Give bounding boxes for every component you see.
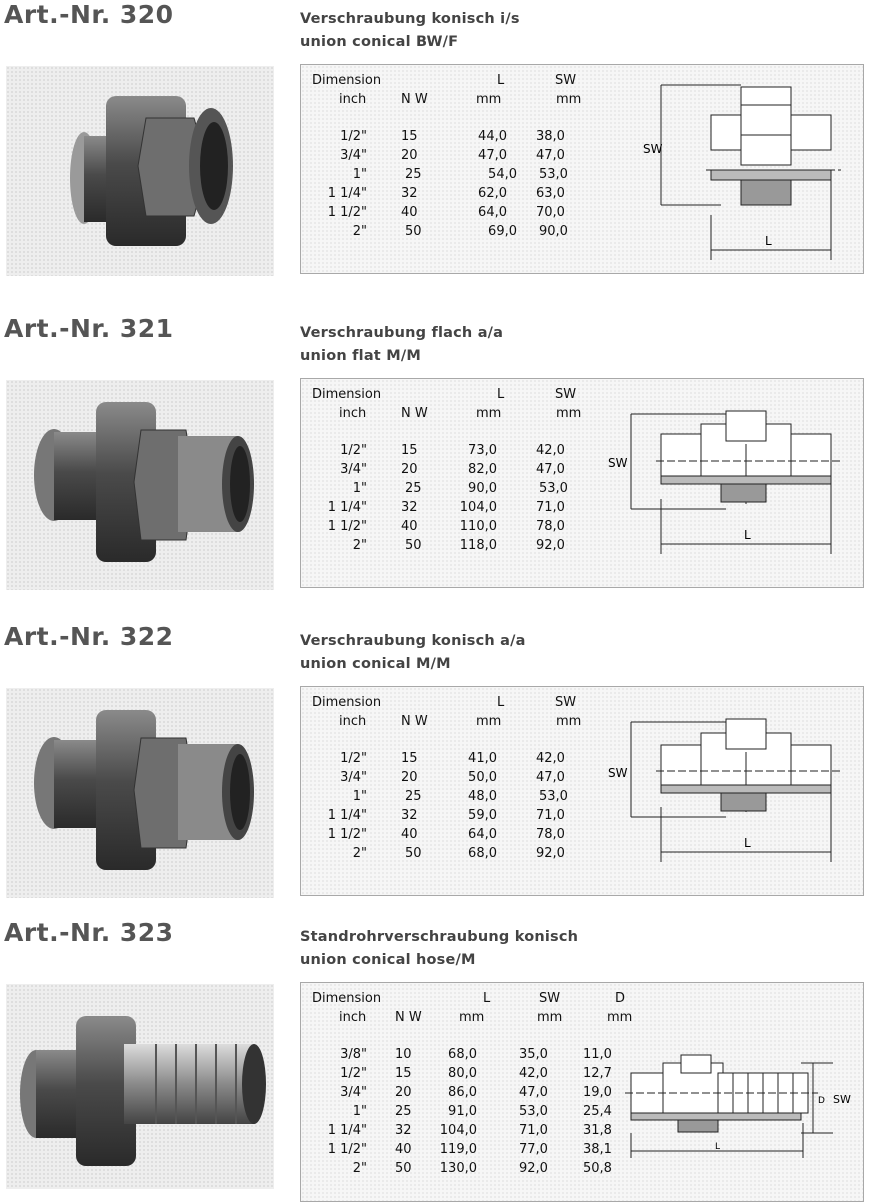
cell-nw: 50 bbox=[405, 846, 422, 861]
cell-d: 31,8 bbox=[583, 1123, 612, 1138]
header-l: L bbox=[483, 991, 491, 1006]
cell-nw: 25 bbox=[395, 1104, 412, 1119]
cell-d: 25,4 bbox=[583, 1104, 612, 1119]
header-dimension: Dimension bbox=[312, 695, 382, 710]
cell-inch: 1/2" bbox=[340, 443, 367, 458]
header-nw: N W bbox=[401, 406, 428, 421]
cell-d: 38,1 bbox=[583, 1142, 612, 1157]
cell-nw: 40 bbox=[395, 1142, 412, 1157]
spec-panel bbox=[300, 64, 864, 274]
article-number: Art.-Nr. 322 bbox=[4, 622, 174, 651]
header-d: D bbox=[615, 991, 626, 1006]
header-nw: N W bbox=[395, 1010, 422, 1025]
cell-l: 80,0 bbox=[448, 1066, 477, 1081]
cell-inch: 3/8" bbox=[340, 1047, 367, 1062]
header-sw: SW bbox=[555, 387, 577, 402]
cell-nw: 32 bbox=[401, 186, 418, 201]
cell-sw: 42,0 bbox=[519, 1066, 548, 1081]
header-sw-unit: mm bbox=[537, 1010, 563, 1025]
cell-nw: 50 bbox=[395, 1161, 412, 1176]
cell-inch: 3/4" bbox=[340, 148, 367, 163]
header-sw: SW bbox=[555, 695, 577, 710]
cell-sw: 78,0 bbox=[536, 519, 565, 534]
cell-l: 50,0 bbox=[468, 770, 497, 785]
cell-sw: 53,0 bbox=[539, 481, 568, 496]
spec-panel bbox=[300, 378, 864, 588]
label-l: L bbox=[715, 1142, 721, 1152]
cell-l: 118,0 bbox=[459, 538, 497, 553]
cell-l: 54,0 bbox=[488, 167, 517, 182]
cell-nw: 20 bbox=[401, 770, 418, 785]
cell-sw: 47,0 bbox=[536, 770, 565, 785]
cell-inch: 3/4" bbox=[340, 1085, 367, 1100]
cell-nw: 15 bbox=[401, 443, 418, 458]
spec-panel bbox=[300, 686, 864, 896]
header-sw-unit: mm bbox=[556, 92, 582, 107]
cell-l: 64,0 bbox=[468, 827, 497, 842]
product-photo bbox=[6, 380, 274, 590]
header-l: L bbox=[497, 387, 505, 402]
cell-nw: 15 bbox=[395, 1066, 412, 1081]
title-en: union conical hose/M bbox=[300, 952, 476, 968]
cell-l: 110,0 bbox=[459, 519, 497, 534]
cell-sw: 47,0 bbox=[536, 462, 565, 477]
technical-drawing bbox=[606, 707, 856, 877]
cell-d: 50,8 bbox=[583, 1161, 612, 1176]
cell-nw: 20 bbox=[395, 1085, 412, 1100]
cell-inch: 1/2" bbox=[340, 1066, 367, 1081]
cell-nw: 32 bbox=[401, 808, 418, 823]
cell-inch: 1 1/2" bbox=[327, 519, 367, 534]
header-nw: N W bbox=[401, 92, 428, 107]
fitting-photo-image bbox=[6, 66, 274, 276]
cell-sw: 71,0 bbox=[536, 500, 565, 515]
cell-sw: 35,0 bbox=[519, 1047, 548, 1062]
cell-l: 47,0 bbox=[478, 148, 507, 163]
cell-sw: 92,0 bbox=[519, 1161, 548, 1176]
product-photo bbox=[6, 688, 274, 898]
cell-inch: 3/4" bbox=[340, 770, 367, 785]
section-art-321 bbox=[0, 314, 870, 614]
fitting-photo-image bbox=[6, 984, 274, 1189]
cell-sw: 42,0 bbox=[536, 443, 565, 458]
label-l: L bbox=[744, 836, 751, 850]
cell-l: 130,0 bbox=[439, 1161, 477, 1176]
cell-l: 59,0 bbox=[468, 808, 497, 823]
cell-inch: 1/2" bbox=[340, 129, 367, 144]
label-d: D bbox=[818, 1096, 825, 1106]
cell-inch: 2" bbox=[352, 1161, 367, 1176]
article-number: Art.-Nr. 320 bbox=[4, 0, 174, 29]
cell-nw: 15 bbox=[401, 129, 418, 144]
product-titles bbox=[300, 322, 503, 368]
cell-sw: 71,0 bbox=[519, 1123, 548, 1138]
cell-inch: 1" bbox=[352, 789, 367, 804]
header-l-unit: mm bbox=[476, 406, 502, 421]
cell-inch: 2" bbox=[352, 846, 367, 861]
cell-sw: 70,0 bbox=[536, 205, 565, 220]
header-l-unit: mm bbox=[459, 1010, 485, 1025]
cell-sw: 47,0 bbox=[519, 1085, 548, 1100]
cell-inch: 1/2" bbox=[340, 751, 367, 766]
title-en: union conical BW/F bbox=[300, 34, 459, 50]
cell-sw: 92,0 bbox=[536, 846, 565, 861]
cell-l: 82,0 bbox=[468, 462, 497, 477]
cell-d: 11,0 bbox=[583, 1047, 612, 1062]
header-l: L bbox=[497, 695, 505, 710]
cell-l: 73,0 bbox=[468, 443, 497, 458]
cell-inch: 2" bbox=[352, 224, 367, 239]
cell-l: 48,0 bbox=[468, 789, 497, 804]
label-sw: SW bbox=[608, 766, 628, 780]
title-de: Verschraubung flach a/a bbox=[300, 325, 504, 341]
cell-l: 41,0 bbox=[468, 751, 497, 766]
cell-l: 64,0 bbox=[478, 205, 507, 220]
cell-l: 68,0 bbox=[448, 1047, 477, 1062]
header-inch: inch bbox=[339, 714, 367, 729]
product-titles bbox=[300, 630, 526, 676]
cell-nw: 40 bbox=[401, 205, 418, 220]
cell-l: 90,0 bbox=[468, 481, 497, 496]
cell-nw: 40 bbox=[401, 519, 418, 534]
cell-inch: 1 1/2" bbox=[327, 205, 367, 220]
header-l-unit: mm bbox=[476, 92, 502, 107]
technical-drawing bbox=[641, 75, 851, 265]
cell-sw: 78,0 bbox=[536, 827, 565, 842]
cell-sw: 42,0 bbox=[536, 751, 565, 766]
product-titles bbox=[300, 926, 578, 972]
product-photo bbox=[6, 984, 274, 1189]
cell-l: 119,0 bbox=[439, 1142, 477, 1157]
cell-l: 62,0 bbox=[478, 186, 507, 201]
header-nw: N W bbox=[401, 714, 428, 729]
cell-nw: 15 bbox=[401, 751, 418, 766]
cell-sw: 77,0 bbox=[519, 1142, 548, 1157]
cell-inch: 3/4" bbox=[340, 462, 367, 477]
product-photo bbox=[6, 66, 274, 276]
cell-inch: 1" bbox=[352, 1104, 367, 1119]
section-art-323 bbox=[0, 918, 870, 1198]
title-en: union flat M/M bbox=[300, 348, 421, 364]
section-art-320 bbox=[0, 0, 870, 300]
cell-inch: 1" bbox=[352, 167, 367, 182]
header-dimension: Dimension bbox=[312, 991, 382, 1006]
cell-sw: 90,0 bbox=[539, 224, 568, 239]
cell-nw: 10 bbox=[395, 1047, 412, 1062]
cell-inch: 2" bbox=[352, 538, 367, 553]
cell-l: 104,0 bbox=[439, 1123, 477, 1138]
cell-sw: 63,0 bbox=[536, 186, 565, 201]
header-sw: SW bbox=[555, 73, 577, 88]
title-de: Verschraubung konisch a/a bbox=[300, 633, 526, 649]
cell-sw: 53,0 bbox=[519, 1104, 548, 1119]
header-inch: inch bbox=[339, 1010, 367, 1025]
cell-l: 91,0 bbox=[448, 1104, 477, 1119]
cell-sw: 92,0 bbox=[536, 538, 565, 553]
technical-drawing bbox=[606, 399, 856, 569]
cell-inch: 1 1/4" bbox=[327, 186, 367, 201]
fitting-photo-image bbox=[6, 380, 274, 590]
fitting-photo-image bbox=[6, 688, 274, 898]
cell-nw: 32 bbox=[395, 1123, 412, 1138]
cell-sw: 47,0 bbox=[536, 148, 565, 163]
cell-inch: 1 1/4" bbox=[327, 1123, 367, 1138]
cell-l: 68,0 bbox=[468, 846, 497, 861]
header-l-unit: mm bbox=[476, 714, 502, 729]
cell-sw: 71,0 bbox=[536, 808, 565, 823]
cell-inch: 1" bbox=[352, 481, 367, 496]
cell-sw: 53,0 bbox=[539, 167, 568, 182]
cell-d: 19,0 bbox=[583, 1085, 612, 1100]
cell-sw: 53,0 bbox=[539, 789, 568, 804]
cell-sw: 38,0 bbox=[536, 129, 565, 144]
cell-nw: 32 bbox=[401, 500, 418, 515]
title-de: Verschraubung konisch i/s bbox=[300, 11, 520, 27]
cell-l: 86,0 bbox=[448, 1085, 477, 1100]
cell-nw: 50 bbox=[405, 538, 422, 553]
header-l: L bbox=[497, 73, 505, 88]
title-en: union conical M/M bbox=[300, 656, 451, 672]
cell-l: 69,0 bbox=[488, 224, 517, 239]
cell-d: 12,7 bbox=[583, 1066, 612, 1081]
header-sw-unit: mm bbox=[556, 406, 582, 421]
cell-inch: 1 1/2" bbox=[327, 827, 367, 842]
cell-inch: 1 1/2" bbox=[327, 1142, 367, 1157]
cell-l: 44,0 bbox=[478, 129, 507, 144]
article-number: Art.-Nr. 323 bbox=[4, 918, 174, 947]
title-de: Standrohrverschraubung konisch bbox=[300, 929, 579, 945]
cell-nw: 25 bbox=[405, 789, 422, 804]
cell-l: 104,0 bbox=[459, 500, 497, 515]
header-inch: inch bbox=[339, 406, 367, 421]
label-sw: SW bbox=[833, 1093, 851, 1106]
header-dimension: Dimension bbox=[312, 387, 382, 402]
cell-nw: 20 bbox=[401, 148, 418, 163]
cell-nw: 25 bbox=[405, 167, 422, 182]
product-titles bbox=[300, 8, 520, 54]
header-sw-unit: mm bbox=[556, 714, 582, 729]
cell-inch: 1 1/4" bbox=[327, 808, 367, 823]
spec-panel bbox=[300, 982, 864, 1202]
article-number: Art.-Nr. 321 bbox=[4, 314, 174, 343]
section-art-322 bbox=[0, 622, 870, 922]
header-inch: inch bbox=[339, 92, 367, 107]
label-sw: SW bbox=[608, 456, 628, 470]
header-dimension: Dimension bbox=[312, 73, 382, 88]
technical-drawing bbox=[623, 1023, 863, 1163]
header-sw: SW bbox=[539, 991, 561, 1006]
cell-nw: 50 bbox=[405, 224, 422, 239]
cell-nw: 20 bbox=[401, 462, 418, 477]
header-d-unit: mm bbox=[607, 1010, 633, 1025]
cell-nw: 25 bbox=[405, 481, 422, 496]
label-sw: SW bbox=[643, 142, 663, 156]
cell-inch: 1 1/4" bbox=[327, 500, 367, 515]
label-l: L bbox=[744, 528, 751, 542]
cell-nw: 40 bbox=[401, 827, 418, 842]
label-l: L bbox=[765, 234, 772, 248]
